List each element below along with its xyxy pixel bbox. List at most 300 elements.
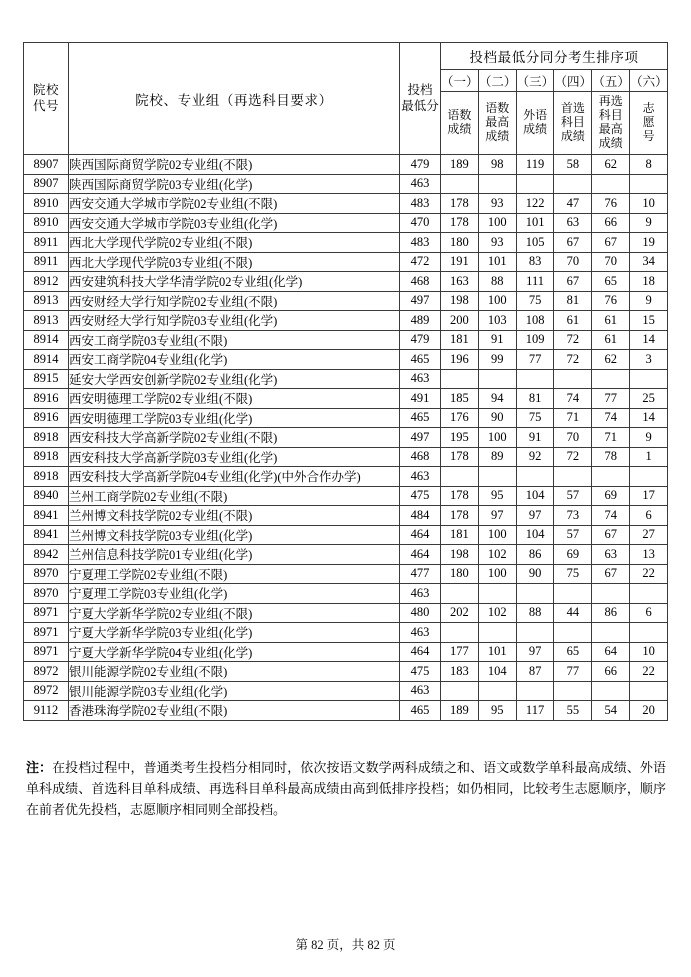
cell-institution-code: 8911 xyxy=(24,233,69,253)
cell-primary-subject-score: 73 xyxy=(554,506,592,526)
cell-secondary-subject-highest: 62 xyxy=(592,155,630,175)
cell-preference-number: 18 xyxy=(630,272,668,292)
cell-chinese-math-highest: 100 xyxy=(478,428,516,448)
cell-preference-number: 17 xyxy=(630,486,668,506)
cell-secondary-subject-highest: 71 xyxy=(592,428,630,448)
cell-foreign-language-score: 111 xyxy=(516,272,554,292)
table-row xyxy=(24,155,668,175)
cell-primary-subject-score: 70 xyxy=(554,252,592,272)
cell-institution-code: 8971 xyxy=(24,603,69,623)
table-row xyxy=(24,506,668,526)
cell-chinese-math-score: 178 xyxy=(441,486,479,506)
cell-preference-number: 15 xyxy=(630,311,668,331)
cell-preference-number: 8 xyxy=(630,155,668,175)
table-row xyxy=(24,681,668,701)
cell-institution-code: 8972 xyxy=(24,681,69,701)
page-footer: 第 82 页，共 82 页 xyxy=(295,938,396,952)
cell-chinese-math-highest xyxy=(478,467,516,487)
cell-institution-name: 延安大学西安创新学院02专业组(化学) xyxy=(69,369,400,389)
cell-foreign-language-score: 81 xyxy=(516,389,554,409)
header-ordinal-1: （一） xyxy=(441,70,479,92)
cell-foreign-language-score: 91 xyxy=(516,428,554,448)
cell-foreign-language-score: 104 xyxy=(516,525,554,545)
cell-min-score: 465 xyxy=(400,701,441,721)
cell-chinese-math-highest: 99 xyxy=(478,350,516,370)
cell-primary-subject-score: 47 xyxy=(554,194,592,214)
cell-primary-subject-score: 72 xyxy=(554,350,592,370)
cell-chinese-math-score: 178 xyxy=(441,506,479,526)
cell-chinese-math-score: 198 xyxy=(441,545,479,565)
cell-chinese-math-score: 180 xyxy=(441,564,479,584)
cell-chinese-math-highest: 93 xyxy=(478,194,516,214)
footnote xyxy=(26,757,666,820)
table-row xyxy=(24,350,668,370)
cell-primary-subject-score: 72 xyxy=(554,447,592,467)
cell-primary-subject-score: 71 xyxy=(554,408,592,428)
header-sub-chinese-math-highest: 语数 最高 成绩 xyxy=(478,92,516,155)
cell-institution-name: 西安明德理工学院02专业组(不限) xyxy=(69,389,400,409)
header-ordinal-3: （三） xyxy=(516,70,554,92)
cell-foreign-language-score: 119 xyxy=(516,155,554,175)
cell-secondary-subject-highest xyxy=(592,174,630,194)
cell-chinese-math-score: 200 xyxy=(441,311,479,331)
cell-min-score: 464 xyxy=(400,545,441,565)
cell-foreign-language-score: 75 xyxy=(516,291,554,311)
cell-secondary-subject-highest: 86 xyxy=(592,603,630,623)
cell-chinese-math-score: 198 xyxy=(441,291,479,311)
cell-chinese-math-score: 195 xyxy=(441,428,479,448)
cell-institution-code: 8913 xyxy=(24,311,69,331)
cell-chinese-math-score: 180 xyxy=(441,233,479,253)
cell-chinese-math-highest: 89 xyxy=(478,447,516,467)
cell-institution-name: 宁夏大学新华学院04专业组(化学) xyxy=(69,642,400,662)
table-row xyxy=(24,642,668,662)
cell-institution-name: 兰州博文科技学院03专业组(化学) xyxy=(69,525,400,545)
cell-min-score: 491 xyxy=(400,389,441,409)
cell-institution-name: 陕西国际商贸学院02专业组(不限) xyxy=(69,155,400,175)
cell-institution-name: 兰州博文科技学院02专业组(不限) xyxy=(69,506,400,526)
cell-institution-name: 宁夏理工学院03专业组(化学) xyxy=(69,584,400,604)
cell-foreign-language-score: 77 xyxy=(516,350,554,370)
cell-secondary-subject-highest: 66 xyxy=(592,662,630,682)
cell-primary-subject-score: 81 xyxy=(554,291,592,311)
cell-institution-code: 8918 xyxy=(24,447,69,467)
cell-preference-number: 25 xyxy=(630,389,668,409)
cell-preference-number: 9 xyxy=(630,213,668,233)
cell-chinese-math-score: 178 xyxy=(441,213,479,233)
cell-min-score: 470 xyxy=(400,213,441,233)
cell-chinese-math-score xyxy=(441,623,479,643)
cell-chinese-math-highest: 98 xyxy=(478,155,516,175)
cell-secondary-subject-highest xyxy=(592,369,630,389)
table-row xyxy=(24,525,668,545)
cell-institution-name: 西安财经大学行知学院02专业组(不限) xyxy=(69,291,400,311)
cell-institution-code: 8940 xyxy=(24,486,69,506)
cell-institution-code: 8910 xyxy=(24,194,69,214)
cell-secondary-subject-highest: 70 xyxy=(592,252,630,272)
table-row xyxy=(24,252,668,272)
header-ordinal-6: （六） xyxy=(630,70,668,92)
cell-preference-number: 14 xyxy=(630,330,668,350)
header-ordinal-2: （二） xyxy=(478,70,516,92)
cell-primary-subject-score xyxy=(554,467,592,487)
cell-chinese-math-score: 196 xyxy=(441,350,479,370)
cell-chinese-math-score: 181 xyxy=(441,525,479,545)
cell-min-score: 475 xyxy=(400,486,441,506)
cell-foreign-language-score: 117 xyxy=(516,701,554,721)
cell-primary-subject-score: 63 xyxy=(554,213,592,233)
cell-preference-number xyxy=(630,584,668,604)
cell-preference-number xyxy=(630,174,668,194)
cell-preference-number xyxy=(630,467,668,487)
cell-foreign-language-score: 104 xyxy=(516,486,554,506)
cell-min-score: 480 xyxy=(400,603,441,623)
cell-institution-name: 西安工商学院03专业组(不限) xyxy=(69,330,400,350)
cell-min-score: 479 xyxy=(400,330,441,350)
cell-foreign-language-score xyxy=(516,584,554,604)
cell-institution-name: 兰州工商学院02专业组(不限) xyxy=(69,486,400,506)
cell-primary-subject-score: 70 xyxy=(554,428,592,448)
cell-institution-code: 8907 xyxy=(24,155,69,175)
cell-institution-name: 宁夏大学新华学院02专业组(不限) xyxy=(69,603,400,623)
cell-chinese-math-highest xyxy=(478,174,516,194)
table-row xyxy=(24,467,668,487)
cell-institution-name: 西安科技大学高新学院03专业组(化学) xyxy=(69,447,400,467)
cell-primary-subject-score: 74 xyxy=(554,389,592,409)
cell-chinese-math-highest xyxy=(478,681,516,701)
table-row xyxy=(24,447,668,467)
cell-secondary-subject-highest: 67 xyxy=(592,525,630,545)
cell-chinese-math-score: 163 xyxy=(441,272,479,292)
cell-institution-code: 9112 xyxy=(24,701,69,721)
cell-chinese-math-score xyxy=(441,369,479,389)
cell-min-score: 463 xyxy=(400,584,441,604)
table-row xyxy=(24,486,668,506)
admission-score-table xyxy=(23,42,668,721)
cell-institution-name: 兰州信息科技学院01专业组(化学) xyxy=(69,545,400,565)
cell-primary-subject-score: 55 xyxy=(554,701,592,721)
table-row xyxy=(24,389,668,409)
cell-preference-number: 27 xyxy=(630,525,668,545)
cell-institution-name: 西安交通大学城市学院03专业组(化学) xyxy=(69,213,400,233)
cell-min-score: 477 xyxy=(400,564,441,584)
cell-institution-code: 8970 xyxy=(24,584,69,604)
cell-min-score: 475 xyxy=(400,662,441,682)
cell-preference-number: 6 xyxy=(630,603,668,623)
cell-primary-subject-score: 57 xyxy=(554,486,592,506)
cell-chinese-math-highest: 97 xyxy=(478,506,516,526)
table-row xyxy=(24,233,668,253)
cell-primary-subject-score: 65 xyxy=(554,642,592,662)
cell-chinese-math-highest: 95 xyxy=(478,701,516,721)
cell-primary-subject-score: 58 xyxy=(554,155,592,175)
cell-primary-subject-score xyxy=(554,369,592,389)
cell-chinese-math-highest: 95 xyxy=(478,486,516,506)
cell-institution-name: 香港珠海学院02专业组(不限) xyxy=(69,701,400,721)
cell-chinese-math-highest: 91 xyxy=(478,330,516,350)
cell-chinese-math-highest: 104 xyxy=(478,662,516,682)
table-row xyxy=(24,330,668,350)
cell-primary-subject-score xyxy=(554,584,592,604)
cell-primary-subject-score xyxy=(554,623,592,643)
cell-chinese-math-score: 183 xyxy=(441,662,479,682)
cell-secondary-subject-highest: 74 xyxy=(592,506,630,526)
table-row xyxy=(24,291,668,311)
cell-min-score: 483 xyxy=(400,194,441,214)
cell-chinese-math-score xyxy=(441,584,479,604)
cell-preference-number: 10 xyxy=(630,642,668,662)
cell-primary-subject-score: 61 xyxy=(554,311,592,331)
cell-chinese-math-highest: 101 xyxy=(478,252,516,272)
cell-preference-number: 3 xyxy=(630,350,668,370)
cell-foreign-language-score: 105 xyxy=(516,233,554,253)
cell-foreign-language-score xyxy=(516,467,554,487)
header-row-top xyxy=(24,43,668,70)
cell-chinese-math-score: 177 xyxy=(441,642,479,662)
cell-chinese-math-highest xyxy=(478,369,516,389)
cell-institution-code: 8910 xyxy=(24,213,69,233)
cell-institution-code: 8916 xyxy=(24,408,69,428)
cell-secondary-subject-highest: 74 xyxy=(592,408,630,428)
cell-preference-number: 1 xyxy=(630,447,668,467)
cell-min-score: 465 xyxy=(400,408,441,428)
table-row xyxy=(24,174,668,194)
cell-institution-code: 8913 xyxy=(24,291,69,311)
cell-chinese-math-highest: 101 xyxy=(478,642,516,662)
table-row xyxy=(24,603,668,623)
cell-secondary-subject-highest: 54 xyxy=(592,701,630,721)
cell-foreign-language-score: 87 xyxy=(516,662,554,682)
cell-min-score: 468 xyxy=(400,447,441,467)
cell-chinese-math-highest: 100 xyxy=(478,291,516,311)
cell-min-score: 463 xyxy=(400,681,441,701)
cell-institution-code: 8941 xyxy=(24,506,69,526)
cell-foreign-language-score xyxy=(516,681,554,701)
cell-chinese-math-highest xyxy=(478,623,516,643)
cell-institution-name: 西安财经大学行知学院03专业组(化学) xyxy=(69,311,400,331)
cell-secondary-subject-highest: 61 xyxy=(592,311,630,331)
cell-institution-code: 8971 xyxy=(24,623,69,643)
cell-foreign-language-score: 97 xyxy=(516,642,554,662)
table-row xyxy=(24,428,668,448)
cell-institution-code: 8972 xyxy=(24,662,69,682)
table-row xyxy=(24,564,668,584)
cell-min-score: 483 xyxy=(400,233,441,253)
cell-secondary-subject-highest: 61 xyxy=(592,330,630,350)
cell-institution-name: 西安交通大学城市学院02专业组(不限) xyxy=(69,194,400,214)
cell-preference-number: 14 xyxy=(630,408,668,428)
header-sub-preference-number: 志 愿 号 xyxy=(630,92,668,155)
cell-chinese-math-score: 191 xyxy=(441,252,479,272)
cell-preference-number: 22 xyxy=(630,564,668,584)
cell-secondary-subject-highest: 78 xyxy=(592,447,630,467)
cell-institution-name: 宁夏理工学院02专业组(不限) xyxy=(69,564,400,584)
cell-min-score: 463 xyxy=(400,467,441,487)
cell-foreign-language-score xyxy=(516,369,554,389)
cell-secondary-subject-highest: 77 xyxy=(592,389,630,409)
cell-primary-subject-score xyxy=(554,681,592,701)
cell-institution-code: 8911 xyxy=(24,252,69,272)
table-row xyxy=(24,701,668,721)
cell-preference-number: 13 xyxy=(630,545,668,565)
table-row xyxy=(24,408,668,428)
footnote-text: 在投档过程中，普通类考生投档分相同时，依次按语文数学两科成绩之和、语文或数学单科最高成绩、外语单科成绩、首选科目单科成绩、再选科目单科最高成绩由高到低排序投档；如仍相同，比较考生志愿顺序，顺序在前者优先投档，志愿顺序相同则全部投档。 xyxy=(26,760,666,818)
cell-institution-code: 8971 xyxy=(24,642,69,662)
cell-chinese-math-score: 178 xyxy=(441,194,479,214)
cell-institution-code: 8907 xyxy=(24,174,69,194)
cell-chinese-math-highest: 100 xyxy=(478,525,516,545)
cell-chinese-math-highest xyxy=(478,584,516,604)
cell-institution-code: 8914 xyxy=(24,330,69,350)
cell-foreign-language-score: 97 xyxy=(516,506,554,526)
cell-foreign-language-score: 109 xyxy=(516,330,554,350)
cell-secondary-subject-highest: 64 xyxy=(592,642,630,662)
header-sub-secondary-subject-highest: 再选 科目 最高 成绩 xyxy=(592,92,630,155)
table-row xyxy=(24,545,668,565)
header-ordinal-5: （五） xyxy=(592,70,630,92)
cell-foreign-language-score: 88 xyxy=(516,603,554,623)
cell-institution-name: 银川能源学院03专业组(化学) xyxy=(69,681,400,701)
cell-min-score: 497 xyxy=(400,428,441,448)
cell-secondary-subject-highest: 66 xyxy=(592,213,630,233)
footnote-label: 注： xyxy=(26,760,53,775)
cell-secondary-subject-highest: 76 xyxy=(592,194,630,214)
table-row xyxy=(24,272,668,292)
cell-institution-name: 银川能源学院02专业组(不限) xyxy=(69,662,400,682)
cell-preference-number xyxy=(630,623,668,643)
cell-min-score: 484 xyxy=(400,506,441,526)
cell-secondary-subject-highest: 76 xyxy=(592,291,630,311)
cell-foreign-language-score: 101 xyxy=(516,213,554,233)
cell-institution-code: 8918 xyxy=(24,428,69,448)
table-header xyxy=(24,43,668,155)
cell-min-score: 472 xyxy=(400,252,441,272)
cell-secondary-subject-highest: 69 xyxy=(592,486,630,506)
cell-chinese-math-score: 189 xyxy=(441,701,479,721)
cell-chinese-math-highest: 100 xyxy=(478,564,516,584)
cell-chinese-math-score xyxy=(441,467,479,487)
table-row xyxy=(24,194,668,214)
cell-preference-number: 9 xyxy=(630,428,668,448)
cell-chinese-math-score xyxy=(441,681,479,701)
cell-institution-name: 西安工商学院04专业组(化学) xyxy=(69,350,400,370)
cell-institution-name: 西安明德理工学院03专业组(化学) xyxy=(69,408,400,428)
cell-min-score: 463 xyxy=(400,174,441,194)
cell-institution-name: 宁夏大学新华学院03专业组(化学) xyxy=(69,623,400,643)
cell-min-score: 497 xyxy=(400,291,441,311)
cell-secondary-subject-highest: 65 xyxy=(592,272,630,292)
cell-secondary-subject-highest xyxy=(592,584,630,604)
cell-institution-name: 西安建筑科技大学华清学院02专业组(化学) xyxy=(69,272,400,292)
cell-foreign-language-score: 83 xyxy=(516,252,554,272)
cell-secondary-subject-highest xyxy=(592,623,630,643)
cell-institution-name: 陕西国际商贸学院03专业组(化学) xyxy=(69,174,400,194)
cell-min-score: 464 xyxy=(400,642,441,662)
cell-primary-subject-score: 72 xyxy=(554,330,592,350)
cell-chinese-math-highest: 88 xyxy=(478,272,516,292)
cell-foreign-language-score: 92 xyxy=(516,447,554,467)
cell-preference-number: 9 xyxy=(630,291,668,311)
cell-chinese-math-score: 176 xyxy=(441,408,479,428)
table-row xyxy=(24,369,668,389)
cell-min-score: 468 xyxy=(400,272,441,292)
cell-chinese-math-highest: 102 xyxy=(478,545,516,565)
cell-foreign-language-score xyxy=(516,174,554,194)
cell-chinese-math-highest: 100 xyxy=(478,213,516,233)
cell-institution-code: 8941 xyxy=(24,525,69,545)
cell-min-score: 463 xyxy=(400,623,441,643)
cell-primary-subject-score: 75 xyxy=(554,564,592,584)
cell-min-score: 465 xyxy=(400,350,441,370)
header-institution-name: 院校、专业组（再选科目要求） xyxy=(69,43,400,155)
cell-chinese-math-highest: 93 xyxy=(478,233,516,253)
cell-preference-number xyxy=(630,681,668,701)
header-min-score: 投档 最低分 xyxy=(400,43,441,155)
cell-primary-subject-score: 57 xyxy=(554,525,592,545)
cell-institution-code: 8914 xyxy=(24,350,69,370)
cell-chinese-math-highest: 94 xyxy=(478,389,516,409)
cell-chinese-math-score: 185 xyxy=(441,389,479,409)
cell-min-score: 479 xyxy=(400,155,441,175)
cell-institution-name: 西北大学现代学院02专业组(不限) xyxy=(69,233,400,253)
cell-chinese-math-score: 189 xyxy=(441,155,479,175)
cell-min-score: 463 xyxy=(400,369,441,389)
cell-institution-code: 8916 xyxy=(24,389,69,409)
cell-institution-code: 8918 xyxy=(24,467,69,487)
table-row xyxy=(24,662,668,682)
cell-primary-subject-score: 44 xyxy=(554,603,592,623)
cell-institution-name: 西北大学现代学院03专业组(不限) xyxy=(69,252,400,272)
cell-primary-subject-score: 67 xyxy=(554,272,592,292)
cell-secondary-subject-highest xyxy=(592,681,630,701)
cell-foreign-language-score: 86 xyxy=(516,545,554,565)
cell-secondary-subject-highest: 62 xyxy=(592,350,630,370)
cell-primary-subject-score: 69 xyxy=(554,545,592,565)
table-body xyxy=(24,155,668,721)
cell-chinese-math-highest: 103 xyxy=(478,311,516,331)
header-institution-code: 院校 代号 xyxy=(24,43,69,155)
score-table-container xyxy=(23,42,668,721)
header-tiebreak-group: 投档最低分同分考生排序项 xyxy=(441,43,668,70)
cell-preference-number: 20 xyxy=(630,701,668,721)
cell-chinese-math-highest: 102 xyxy=(478,603,516,623)
cell-chinese-math-highest: 90 xyxy=(478,408,516,428)
cell-preference-number: 34 xyxy=(630,252,668,272)
cell-secondary-subject-highest: 63 xyxy=(592,545,630,565)
cell-institution-code: 8915 xyxy=(24,369,69,389)
cell-secondary-subject-highest: 67 xyxy=(592,564,630,584)
cell-min-score: 464 xyxy=(400,525,441,545)
cell-preference-number: 10 xyxy=(630,194,668,214)
table-row xyxy=(24,584,668,604)
header-sub-primary-subject-score: 首选 科目 成绩 xyxy=(554,92,592,155)
cell-preference-number: 22 xyxy=(630,662,668,682)
cell-foreign-language-score xyxy=(516,623,554,643)
cell-foreign-language-score: 122 xyxy=(516,194,554,214)
cell-institution-code: 8942 xyxy=(24,545,69,565)
table-row xyxy=(24,213,668,233)
cell-secondary-subject-highest xyxy=(592,467,630,487)
cell-foreign-language-score: 108 xyxy=(516,311,554,331)
header-ordinal-4: （四） xyxy=(554,70,592,92)
table-row xyxy=(24,623,668,643)
header-sub-foreign-language-score: 外语 成绩 xyxy=(516,92,554,155)
cell-foreign-language-score: 90 xyxy=(516,564,554,584)
cell-preference-number: 19 xyxy=(630,233,668,253)
cell-chinese-math-score: 202 xyxy=(441,603,479,623)
cell-primary-subject-score: 67 xyxy=(554,233,592,253)
cell-primary-subject-score xyxy=(554,174,592,194)
